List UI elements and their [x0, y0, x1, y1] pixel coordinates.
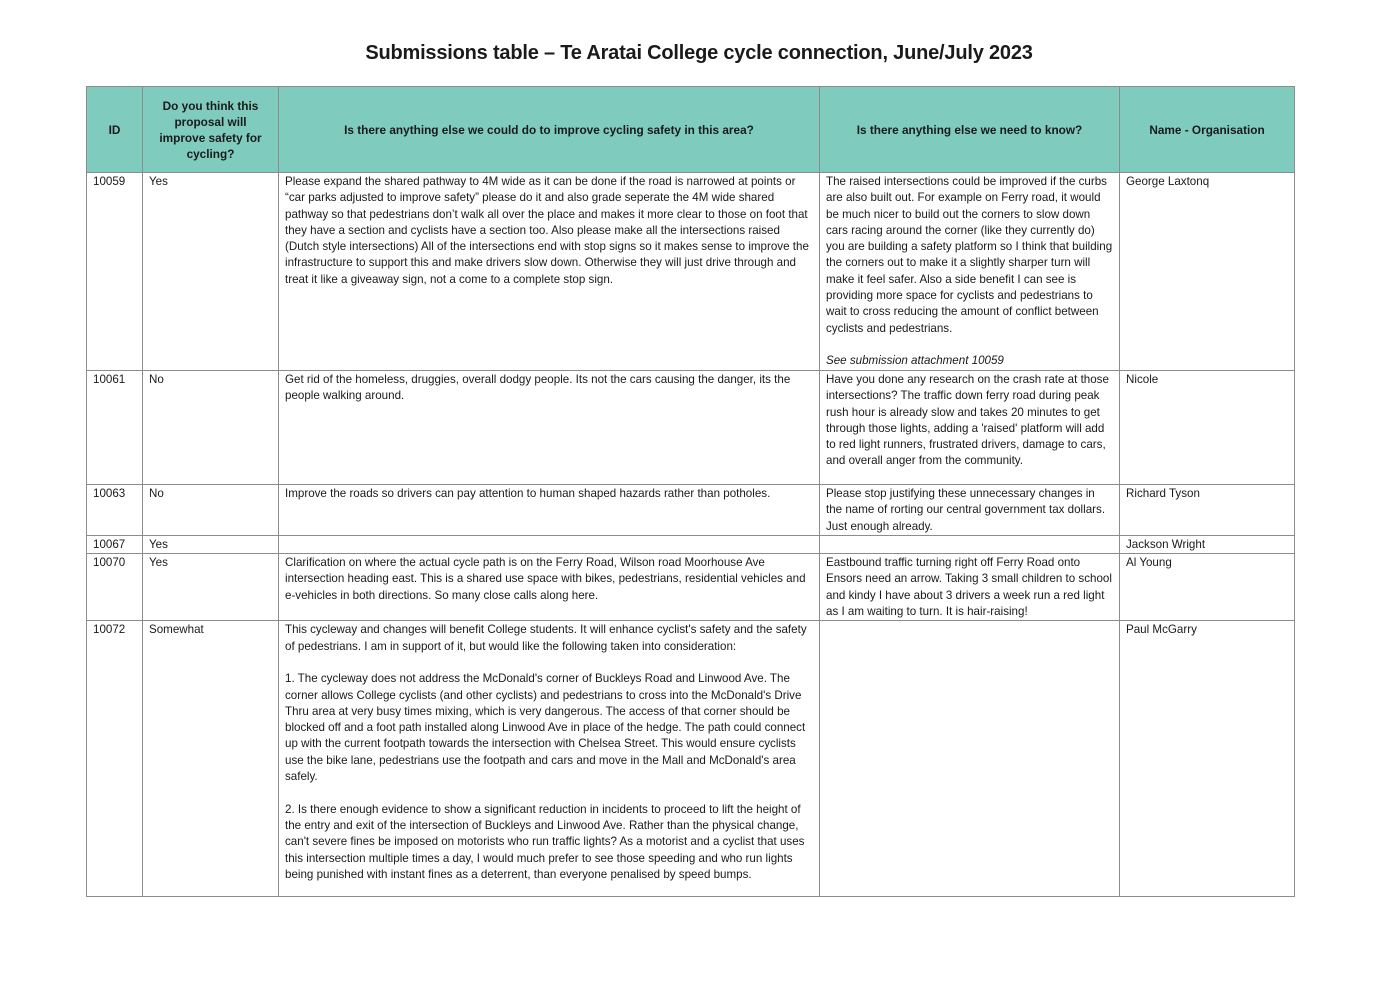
cell-name: Paul McGarry [1120, 621, 1295, 897]
page-title: Submissions table – Te Aratai College cycle connection, June/July 2023 [365, 42, 1033, 64]
cell-id: 10067 [87, 535, 143, 553]
cell-know: Please stop justifying these unnecessary changes in the name of rorting our central government tax dollars. Just enough already. [820, 485, 1120, 536]
cell-improve: Please expand the shared pathway to 4M wide as it can be done if the road is narrowed at points or “car parks adjusted to improve safety” please do it and also grade seperate the 4M wide shared pathway so that pedestrians don’t walk all over the place and makes it more clear to those on foot that they have a section and cyclists have a section too. Also please make all the intersections raised (Dutch style intersections) All of the intersections end with stop signs so it makes sense to improve the infrastructure to support this and make drivers slow down. Otherwise they will just drive through and treat it like a giveaway sign, not a come to a complete stop sign. [279, 173, 820, 371]
cell-id: 10063 [87, 485, 143, 536]
submissions-table [86, 86, 1295, 897]
cell-know: Have you done any research on the crash rate at those intersections? The traffic down ferry road during peak rush hour is already slow and takes 20 minutes to get through those lights, adding a 'raised' platform will add to red light runners, frustrated drivers, damage to cars, and overall anger from the community. [820, 371, 1120, 485]
cell-safety: Yes [143, 535, 279, 553]
header-safety: Do you think this proposal will improve safety for cycling? [143, 87, 279, 173]
table-row [87, 371, 1295, 485]
cell-safety: Yes [143, 173, 279, 371]
attachment-note: See submission attachment 10059 [826, 353, 1004, 367]
cell-improve: Improve the roads so drivers can pay attention to human shaped hazards rather than potholes. [279, 485, 820, 536]
cell-name: George Laxtonq [1120, 173, 1295, 371]
cell-know-text: The raised intersections could be improved if the curbs are also built out. For example on Ferry road, it would be much nicer to build out the corners to slow down cars racing around the corner (like they currently do) you are building a safety platform so I think that building the corners out to make it a slightly sharper turn will make it feel safer. Also a side benefit I can see is providing more space for cyclists and pedestrians to wait to cross reducing the amount of conflict between cyclists and pedestrians. [826, 175, 1113, 335]
cell-know [820, 621, 1120, 897]
cell-improve: This cycleway and changes will benefit College students. It will enhance cyclist's safety and the safety of pedestrians. I am in support of it, but would like the following taken into consideration: 1. The cycleway does not address the McDonald's corner of Buckleys Road and Linwood Ave. The corner allows College cyclists (and other cyclists) and pedestrians to cross into the McDonald's Drive Thru area at very busy times mixing, which is very dangerous. The access of that corner should be blocked off and a foot path installed along Linwood Ave in place of the hedge. The path could connect up with the current footpath towards the intersection with Chelsea Street. This would ensure cyclists use the bike lane, pedestrians use the footpath and cars and move in the Mall and McDonald's area safely. 2. Is there enough evidence to show a significant reduction in incidents to proceed to lift the height of the entry and exit of the intersection of Buckleys and Linwood Ave. Rather than the physical change, can't severe fines be imposed on motorists who run traffic lights? As a motorist and a cyclist that uses this intersection multiple times a day, I would much prefer to see those speeding and who run lights being punished with instant fines as a deterrent, than everyone penalised by speed bumps. [279, 621, 820, 897]
table-row [87, 173, 1295, 371]
cell-improve [279, 535, 820, 553]
header-know: Is there anything else we need to know? [820, 87, 1120, 173]
cell-name: Jackson Wright [1120, 535, 1295, 553]
header-name: Name - Organisation [1120, 87, 1295, 173]
cell-name: Al Young [1120, 554, 1295, 621]
cell-know: Eastbound traffic turning right off Ferry Road onto Ensors need an arrow. Taking 3 small children to school and kindy I have about 3 drivers a week run a red light as I am waiting to turn. It is hair-raising! [820, 554, 1120, 621]
table-row [87, 554, 1295, 621]
table-row [87, 621, 1295, 897]
cell-id: 10072 [87, 621, 143, 897]
cell-id: 10070 [87, 554, 143, 621]
cell-improve: Clarification on where the actual cycle path is on the Ferry Road, Wilson road Moorhouse Ave intersection heading east. This is a shared use space with bikes, pedestrians, residential vehicles and e-vehicles in both directions. So many close calls along here. [279, 554, 820, 621]
cell-safety: No [143, 485, 279, 536]
cell-id: 10059 [87, 173, 143, 371]
table-row [87, 535, 1295, 553]
header-id: ID [87, 87, 143, 173]
header-improve: Is there anything else we could do to improve cycling safety in this area? [279, 87, 820, 173]
cell-name: Nicole [1120, 371, 1295, 485]
cell-safety: No [143, 371, 279, 485]
cell-safety: Yes [143, 554, 279, 621]
cell-know [820, 173, 1120, 371]
cell-know [820, 535, 1120, 553]
cell-safety: Somewhat [143, 621, 279, 897]
cell-id: 10061 [87, 371, 143, 485]
table-row [87, 485, 1295, 536]
cell-improve: Get rid of the homeless, druggies, overall dodgy people. Its not the cars causing the danger, its the people walking around. [279, 371, 820, 485]
table-header-row [87, 87, 1295, 173]
cell-name: Richard Tyson [1120, 485, 1295, 536]
